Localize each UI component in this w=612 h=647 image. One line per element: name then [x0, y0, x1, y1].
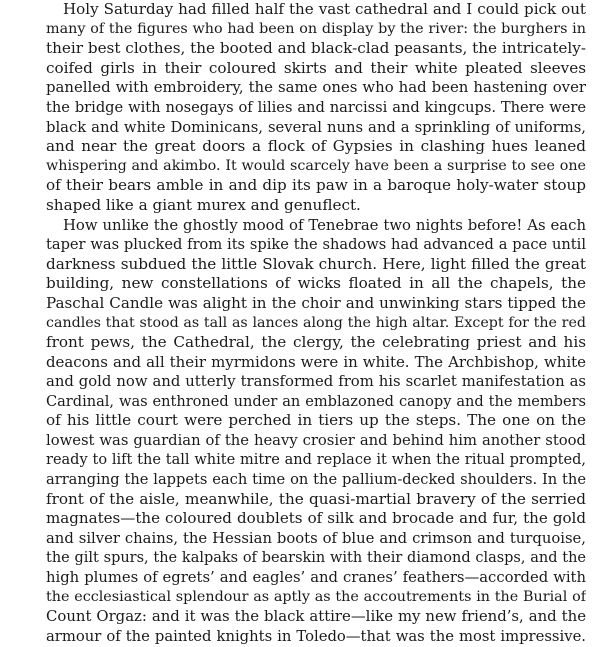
- text-line: deacons and all their myrmidons were in white. The Archbishop, white: [46, 352, 586, 371]
- text-line: the bridge with nosegays of lilies and narcissi and kingcups. There were: [46, 98, 586, 116]
- text-line: lowest was guardian of the heavy crosier and behind him another stood: [46, 432, 586, 450]
- text-line: the gilt spurs, the kalpaks of bearskin with their diamond clasps, and the: [46, 549, 586, 566]
- text-line: of their bears amble in and dip its paw in a baroque holy-water stoup: [46, 176, 586, 195]
- text-line: armour of the painted knights in Toledo—that was the most impressive.: [46, 628, 586, 645]
- text-line: Cardinal, was enthroned under an emblazoned canopy and the members: [46, 392, 586, 410]
- text-line: Count Orgaz: and it was the black attire—like my new friend’s, and the: [46, 607, 586, 626]
- text-line: of his little court were perched in tiers up the steps. The one on the: [46, 411, 586, 430]
- paragraph-tenebrae: [46, 216, 586, 647]
- book-page: [46, 0, 586, 647]
- text-line: and silver chains, the Hessian boots of blue and crimson and turquoise,: [46, 530, 586, 548]
- text-line: taper was plucked from its spike the shadows had advanced a pace until: [46, 236, 586, 254]
- text-line: Paschal Candle was alight in the choir and unwinking stars tipped the: [46, 293, 586, 312]
- text-line: and near the great doors a flock of Gypsies in clashing hues leaned: [46, 137, 586, 156]
- text-line: many of the figures who had been on display by the river: the burghers in: [46, 20, 586, 37]
- text-line: front pews, the Cathedral, the clergy, the celebrating priest and his: [46, 333, 586, 352]
- text-line: and gold now and utterly transformed from his scarlet manifestation as: [46, 373, 586, 391]
- text-line: candles that stood as tall as lances along the high altar. Except for the red: [46, 314, 586, 331]
- text-line: How unlike the ghostly mood of Tenebrae two nights before! As each: [63, 216, 586, 234]
- text-line: darkness subdued the little Slovak church. Here, light filled the great: [46, 254, 586, 273]
- text-line: Holy Saturday had filled half the vast cathedral and I could pick out: [63, 0, 586, 18]
- text-line: black and white Dominicans, several nuns and a sprinkling of uniforms,: [46, 118, 586, 136]
- paragraph-holy-saturday: [46, 0, 586, 216]
- text-line: high plumes of egrets’ and eagles’ and cranes’ feathers—accorded with: [46, 569, 586, 587]
- text-line: magnates—the coloured doublets of silk and brocade and fur, the gold: [46, 509, 586, 528]
- text-line: ready to lift the tall white mitre and replace it when the ritual prompted,: [46, 451, 586, 468]
- text-line: panelled with embroidery, the same ones who had been hastening over: [46, 78, 586, 97]
- text-line: shaped like a giant murex and genuflect.: [46, 195, 361, 214]
- text-line: whispering and akimbo. It would scarcely have been a surprise to see one: [46, 157, 586, 174]
- text-line: the ecclesiastical splendour as aptly as the accoutrements in the Burial of: [46, 588, 586, 605]
- text-line: their best clothes, the booted and black-clad peasants, the intricately-: [46, 39, 586, 58]
- text-line: coifed girls in their coloured skirts and their white pleated sleeves: [46, 58, 586, 77]
- text-line: front of the aisle, meanwhile, the quasi-martial bravery of the serried: [46, 489, 586, 508]
- text-line: arranging the lappets each time on the pallium-decked shoulders. In the: [46, 471, 586, 489]
- text-line: building, new constellations of wicks floated in all the chapels, the: [46, 274, 586, 293]
